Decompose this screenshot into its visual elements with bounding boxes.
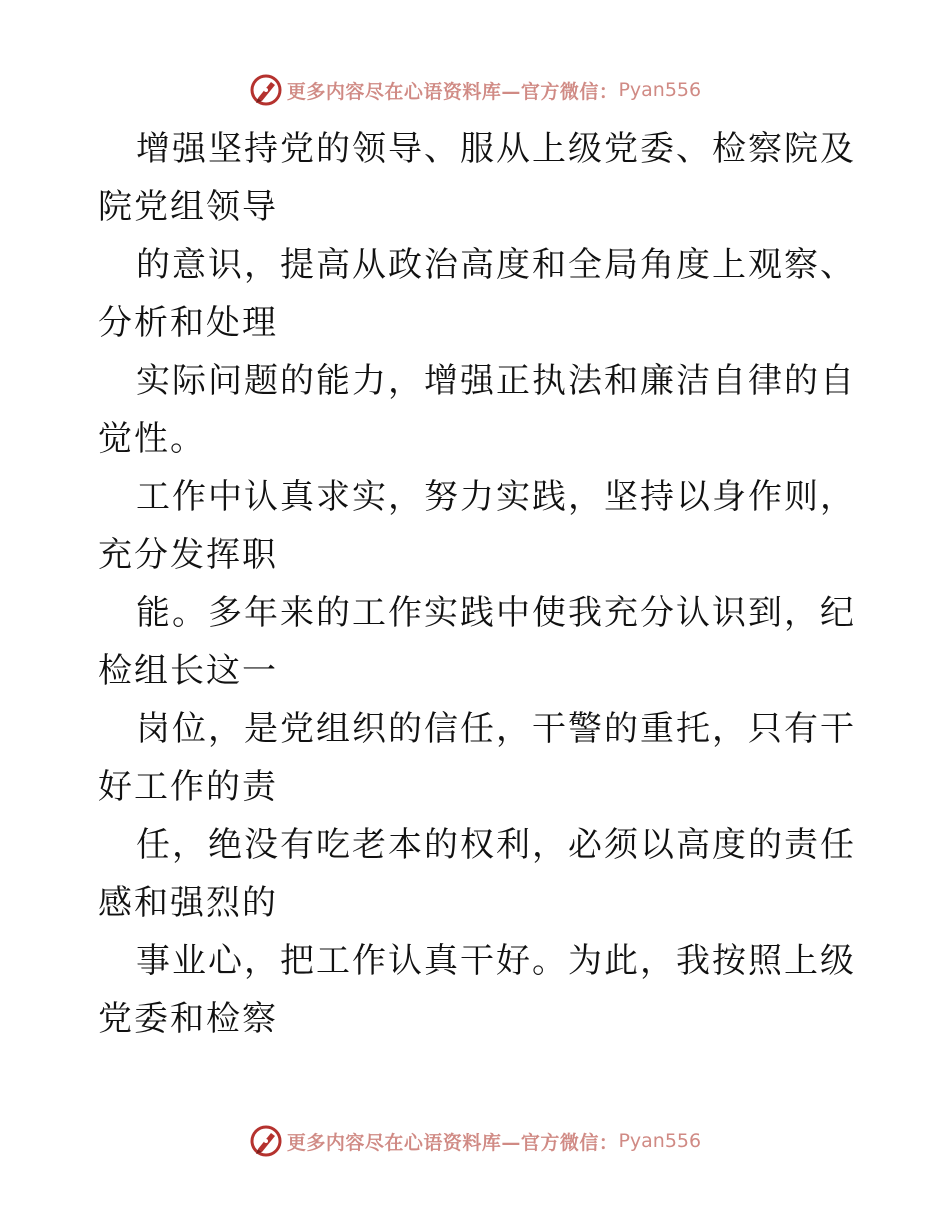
footer-watermark-banner bbox=[0, 1121, 950, 1161]
footer-contact-id: Pyan556 bbox=[618, 1130, 702, 1152]
pen-circle-logo-icon bbox=[249, 1124, 283, 1158]
paragraph-7: 任，绝没有吃老本的权利，必须以高度的责任感和强烈的 bbox=[98, 825, 856, 923]
paragraph-1: 增强坚持党的领导、服从上级党委、检察院及院党组领导 bbox=[98, 129, 856, 227]
document-body bbox=[98, 120, 858, 1048]
pen-circle-logo-icon bbox=[249, 73, 283, 107]
footer-brand-text: 更多内容尽在心语资料库— bbox=[286, 1131, 521, 1154]
paragraph-4: 工作中认真求实，努力实践，坚持以身作则，充分发挥职 bbox=[98, 477, 856, 575]
paragraph-6: 岗位，是党组织的信任，干警的重托，只有干好工作的责 bbox=[98, 709, 856, 807]
footer-contact-label: 官方微信： bbox=[520, 1131, 619, 1154]
header-contact-id: Pyan556 bbox=[618, 79, 702, 101]
paragraph-8: 事业心，把工作认真干好。为此，我按照上级党委和检察 bbox=[98, 941, 856, 1039]
paragraph-2: 的意识，提高从政治高度和全局角度上观察、分析和处理 bbox=[98, 245, 856, 343]
paragraph-3: 实际问题的能力，增强正执法和廉洁自律的自觉性。 bbox=[98, 361, 856, 459]
header-watermark-banner bbox=[0, 70, 950, 110]
header-contact-label: 官方微信： bbox=[520, 80, 619, 103]
header-brand-text: 更多内容尽在心语资料库— bbox=[286, 80, 521, 103]
paragraph-5: 能。多年来的工作实践中使我充分认识到，纪检组长这一 bbox=[98, 593, 856, 691]
